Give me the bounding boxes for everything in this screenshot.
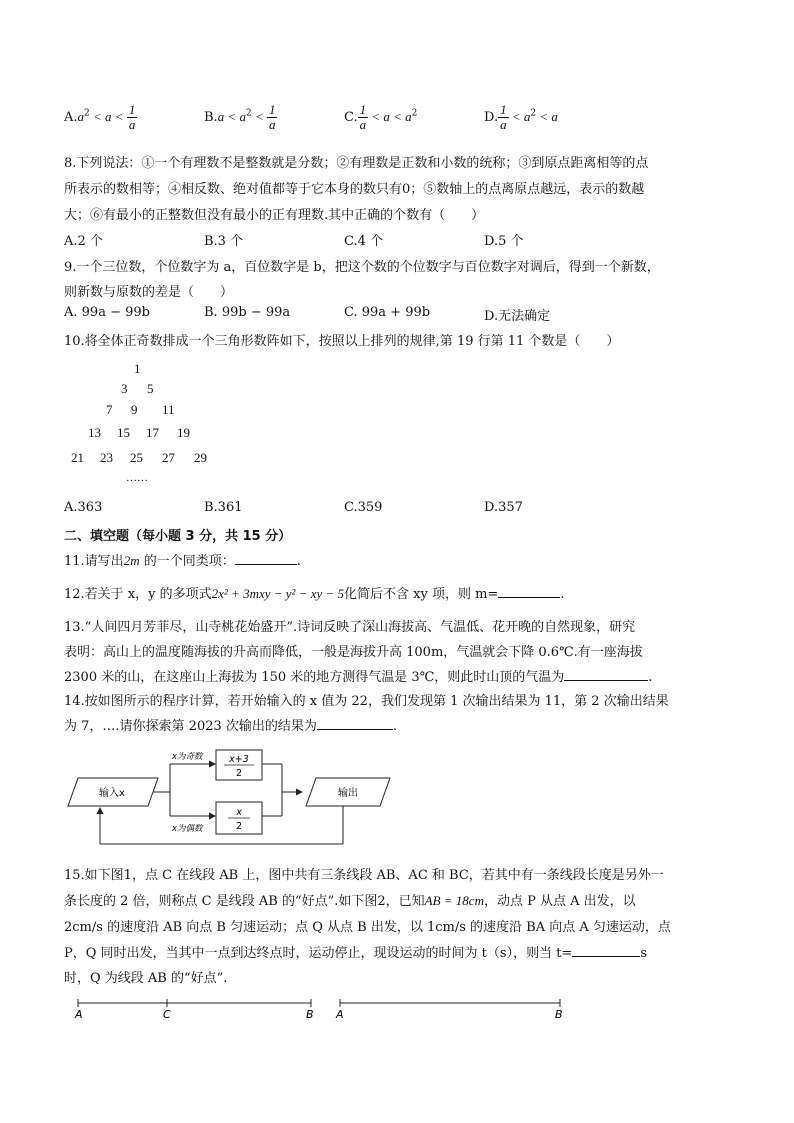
even-condition-label: x为偶数 xyxy=(172,824,203,834)
triangle-number: 21 xyxy=(71,450,84,465)
point-b-label: B xyxy=(555,1008,563,1021)
section-heading: 二、填空题（每小题 3 分，共 15 分） xyxy=(64,529,292,544)
answer-blank[interactable] xyxy=(317,717,393,730)
point-c-label: C xyxy=(163,1008,171,1021)
triangle-number: 23 xyxy=(100,450,113,465)
q8-line2: 所表示的数相等；④相反数、绝对值都等于它本身的数只有0；⑤数轴上的点离原点越远，表示的数越 xyxy=(64,182,645,197)
answer-blank[interactable] xyxy=(564,668,648,681)
q11: 11.请写出2m 的一个同类项： . xyxy=(64,553,301,569)
triangle-number: 27 xyxy=(162,450,175,465)
triangle-number: 15 xyxy=(117,425,130,440)
figure-1-segment-abc xyxy=(74,999,314,1021)
q15-line5: 时，Q 为线段 AB 的“好点”. xyxy=(64,971,228,986)
q9-option-a[interactable]: A. 99a − 99b xyxy=(64,305,150,320)
q9-option-c[interactable]: C. 99a + 99b xyxy=(344,305,431,320)
triangle-number: 1 xyxy=(134,361,141,376)
figure-2-segment-ab xyxy=(335,999,563,1021)
triangle-number: 5 xyxy=(147,381,154,396)
q8-line1: 8.下列说法：①一个有理数不是整数就是分数；②有理数是正数和小数的统称；③到原点距离相等的点 xyxy=(64,156,649,171)
q15-line3: 2cm/s 的速度沿 AB 向点 B 匀速运动；点 Q 从点 B 出发，以 1cm/s 的速度沿 BA 向点 A 匀速运动，点 xyxy=(64,920,671,935)
q10-line1: 10.将全体正奇数排成一个三角形数阵如下，按照以上排列的规律,第 19 行第 11 个数是（ ） xyxy=(64,334,620,349)
triangle-number: 3 xyxy=(121,381,128,396)
q8-option-c[interactable]: C.4 个 xyxy=(344,234,384,249)
answer-blank[interactable] xyxy=(572,944,640,957)
answer-blank[interactable] xyxy=(498,585,560,598)
even-denominator: 2 xyxy=(235,821,243,832)
point-a-label: A xyxy=(336,1008,344,1021)
q7-option-b[interactable]: $B.a < a^2$ < $\frac{1}{a}$ xyxy=(204,102,276,132)
q10-option-a[interactable]: A.363 xyxy=(64,500,103,515)
q10-option-c[interactable]: C.359 xyxy=(344,500,383,515)
point-a-label: A xyxy=(75,1008,83,1021)
odd-numerator: x+3 xyxy=(229,754,249,765)
q14-line2: 为 7，….请你探索第 2023 次输出的结果为 . xyxy=(64,719,398,734)
program-flowchart xyxy=(60,748,410,848)
q14-line1: 14.按如图所示的程序计算，若开始输入的 x 值为 22，我们发现第 1 次输出结果为 11，第 2 次输出结果 xyxy=(64,694,669,709)
q10-option-d[interactable]: D.357 xyxy=(484,500,523,515)
q9-line2: 则新数与原数的差是（ ） xyxy=(64,285,234,300)
odd-denominator: 2 xyxy=(235,768,243,779)
odd-condition-label: x为奇数 xyxy=(172,752,203,762)
answer-blank[interactable] xyxy=(235,552,297,565)
q15-line4: P，Q 同时出发，当其中一点到达终点时，运动停止，现设运动的时间为 t（s），则当 t= s xyxy=(64,946,647,961)
q8-option-b[interactable]: B.3 个 xyxy=(204,234,244,249)
triangle-ellipsis: …… xyxy=(126,472,148,484)
q12: 12.若关于 x，y 的多项式2x² + 3mxy − y² − xy − 5化简后不含 xy 项，则 m= . xyxy=(64,586,565,602)
q13-line3: 2300 米的山，在这座山上海拔为 150 米的地方测得气温是 3℃，则此时山顶的气温为 . xyxy=(64,670,653,685)
q8-line3: 大；⑥有最小的正整数但没有最小的正有理数.其中正确的个数有（ ） xyxy=(64,208,485,223)
triangle-number: 9 xyxy=(131,402,138,417)
q7-option-a[interactable]: $A.a^2 < a$ < $\frac{1}{a}$ xyxy=(64,102,136,132)
triangle-number: 13 xyxy=(88,425,101,440)
triangle-number: 19 xyxy=(177,425,190,440)
triangle-number: 25 xyxy=(130,450,143,465)
input-label: 输入x xyxy=(99,788,125,799)
triangle-number: 29 xyxy=(194,450,207,465)
triangle-number: 7 xyxy=(106,402,113,417)
fraction: $\frac{1}{a}$ xyxy=(268,102,276,132)
q15-line2: 条长度的 2 倍，则称点 C 是线段 AB 的“好点”.如下图2，已知AB = 18cm，动点 P 从点 A 出发，以 xyxy=(64,893,636,909)
q9-line1: 9.一个三位数，个位数字为 a，百位数字是 b，把这个数的个位数字与百位数字对调后，得到一个新数， xyxy=(64,260,660,275)
q15-line1: 15.如下图1，点 C 在线段 AB 上，图中共有三条线段 AB、AC 和 BC，若其中有一条线段长度是另外一 xyxy=(64,868,664,883)
segment-figures xyxy=(70,995,570,1025)
q8-option-a[interactable]: A.2 个 xyxy=(64,234,103,249)
triangle-number: 17 xyxy=(146,425,159,440)
fraction: $\frac{1}{a}$ xyxy=(128,102,136,132)
fraction: $\frac{1}{a}$ xyxy=(359,102,367,132)
q8-option-d[interactable]: D.5 个 xyxy=(484,234,524,249)
q9-option-d[interactable]: D.无法确定 xyxy=(484,309,551,324)
q7-option-d[interactable]: D. $\frac{1}{a}$ < $a^2 < a$ xyxy=(484,102,558,132)
q13-line1: 13.“人间四月芳菲尽，山寺桃花始盛开”.诗词反映了深山海拔高、气温低、花开晚的自然现象，研究 xyxy=(64,620,636,635)
q13-line2: 表明：高山上的温度随海拔的升高而降低，一般是海拔升高 100m，气温就会下降 0.6℃.有一座海拔 xyxy=(64,645,643,660)
fraction: $\frac{1}{a}$ xyxy=(500,102,507,132)
triangle-number: 11 xyxy=(162,402,175,417)
q10-option-b[interactable]: B.361 xyxy=(204,500,243,515)
even-numerator: x xyxy=(236,807,242,818)
output-label: 输出 xyxy=(338,788,358,799)
q9-option-b[interactable]: B. 99b − 99a xyxy=(204,305,291,320)
point-b-label: B xyxy=(306,1008,314,1021)
q7-option-c[interactable]: C. $\frac{1}{a}$ < $a < a^2$ xyxy=(344,102,418,132)
